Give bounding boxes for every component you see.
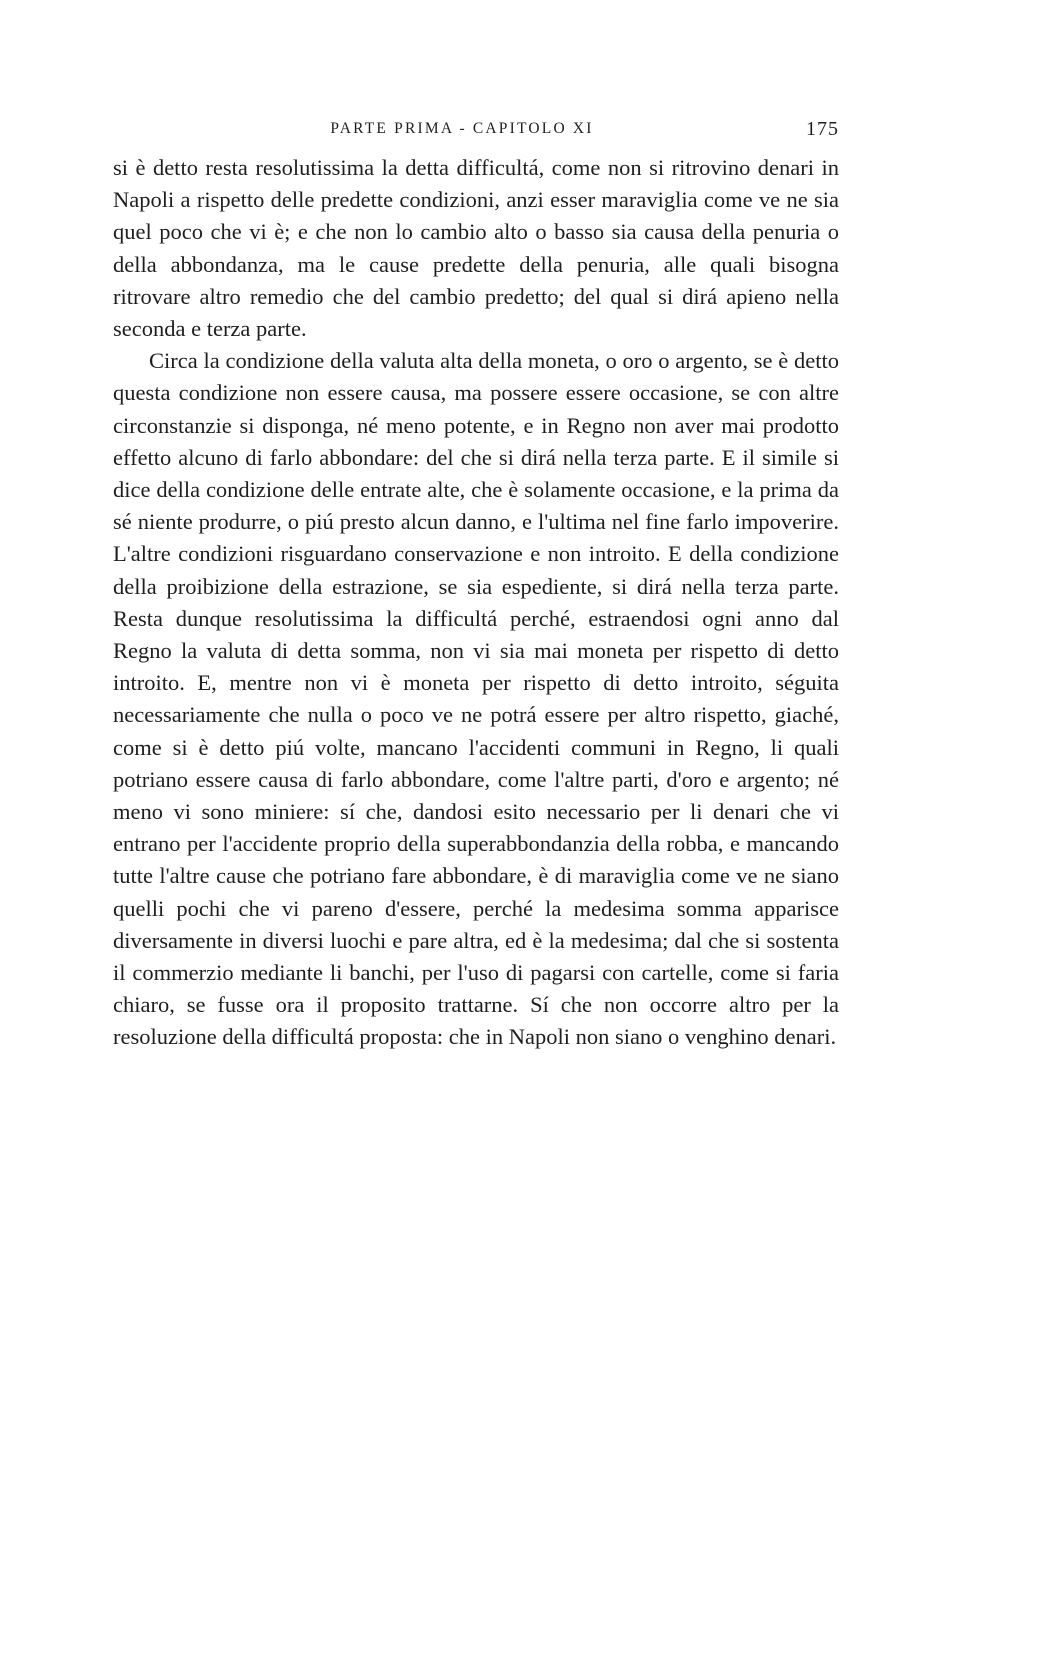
running-head xyxy=(113,110,839,150)
book-page xyxy=(113,110,839,1054)
body-text xyxy=(113,152,839,1054)
paragraph: Circa la condizione della valuta alta della moneta, o oro o argento, se è detto questa condizione non essere causa, ma possere essere occasione, se con altre circonstanzie si disponga, né meno potente, e in Regno non aver mai prodotto effetto alcuno di farlo abbondare: del che si dirá nella terza parte. E il simile si dice della condizione delle entrate alte, che è solamente occasione, e la prima da sé niente produrre, o piú presto alcun danno, e l'ultima nel fine farlo impoverire. L'altre condizioni risguardano conservazione e non introito. E della condizione della proibizione della estrazione, se sia espediente, si dirá nella terza parte. Resta dunque resolutissima la difficultá perché, estraendosi ogni anno dal Regno la valuta di detta somma, non vi sia mai moneta per rispetto di detto introito. E, mentre non vi è moneta per rispetto di detto introito, séguita necessariamente che nulla o poco ve ne potrá essere per altro rispetto, giaché, come si è detto piú volte, mancano l'accidenti communi in Regno, li quali potriano essere causa di farlo abbondare, come l'altre parti, d'oro e argento; né meno vi sono miniere: sí che, dandosi esito necessario per li denari che vi entrano per l'accidente proprio della superabbondanzia della robba, e mancando tutte l'altre cause che potriano fare abbondare, è di maraviglia come ve ne siano quelli pochi che vi pareno d'essere, perché la medesima somma apparisce diversamente in diversi luochi e pare altra, ed è la medesima; dal che si sostenta il commerzio mediante li banchi, per l'uso di pagarsi con cartelle, come si faria chiaro, se fusse ora il proposito trattarne. Sí che non occorre altro per la resoluzione della difficultá proposta: che in Napoli non siano o venghino denari. xyxy=(113,348,839,1050)
paragraph-continuation: si è detto resta resolutissima la detta difficultá, come non si ritrovino denari in Napoli a rispetto delle predette condizioni, anzi esser maraviglia come ve ne sia quel poco che vi è; e che non lo cambio alto o basso sia causa della penuria o della abbondanza, ma le cause predette della penuria, alle quali bisogna ritrovare altro remedio che del cambio predetto; del qual si dirá apieno nella seconda e terza parte. xyxy=(113,155,839,342)
running-title: PARTE PRIMA - CAPITOLO XI xyxy=(330,120,594,137)
page-number: 175 xyxy=(806,118,839,140)
